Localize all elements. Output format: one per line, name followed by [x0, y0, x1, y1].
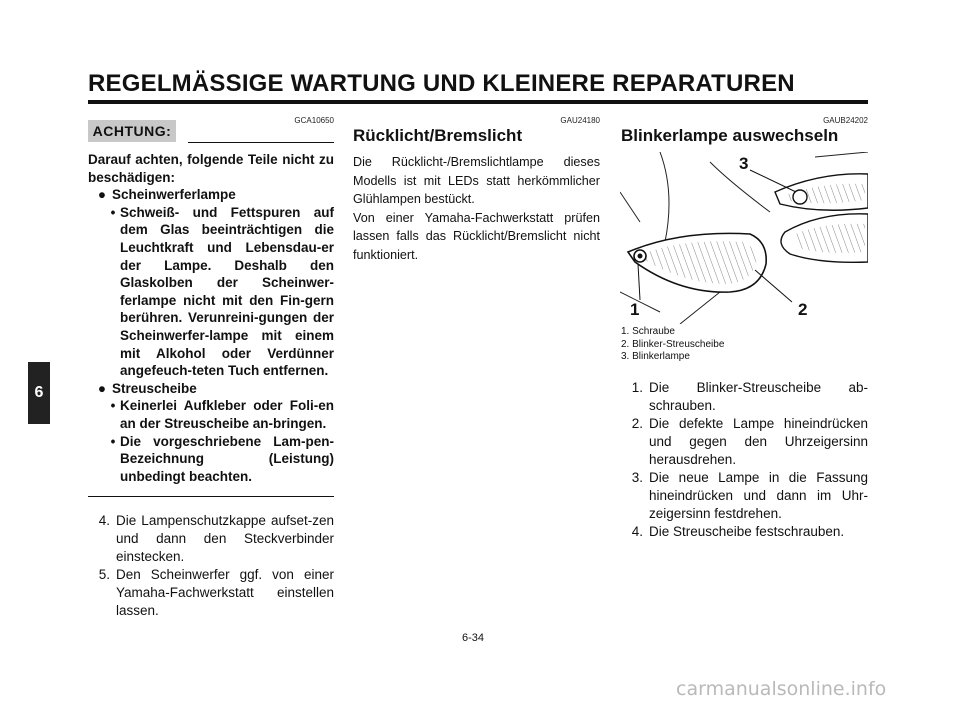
list-item: [88, 204, 334, 380]
watermark: carmanualsonline.info: [676, 678, 887, 700]
list-item-text: Die vorgeschriebene Lam-pen-Bezeichnung (Leistung) unbedingt beachten.: [120, 433, 334, 484]
notice-label: ACHTUNG:: [88, 120, 176, 142]
turn-signal-figure: [620, 152, 868, 324]
figure-callout-1: 1: [630, 300, 640, 319]
step-text: Den Scheinwerfer ggf. von einer Yamaha-Fachwerkstatt einstellen lassen.: [116, 567, 334, 618]
notice-body: [88, 151, 334, 485]
page-header-title: REGELMÄSSIGE WARTUNG UND KLEINERE REPARATUREN: [88, 70, 795, 97]
step-text: Die Lampenschutzkappe aufset-zen und dann den Steckverbinder einstecken.: [116, 513, 334, 564]
caption-line: 1. Schraube: [621, 326, 675, 337]
list-item-label: Streuscheibe: [112, 380, 197, 396]
figure-callout-2: 2: [798, 300, 808, 319]
bullet-icon: •: [110, 433, 116, 449]
caption-line: 2. Blinker-Streuscheibe: [621, 338, 725, 350]
ref-code: GAU24180: [560, 116, 600, 125]
step-number: 3.: [631, 470, 643, 485]
step-text: Die defekte Lampe hineindrücken und gegen den Uhrzeigersinn herausdrehen.: [649, 416, 868, 467]
paragraph: Von einer Yamaha-Fachwerkstatt prüfen lassen falls das Rücklicht/Bremslicht nicht funktioniert.: [353, 210, 600, 262]
bullet-icon: ●: [97, 380, 107, 396]
list-item: [88, 433, 334, 486]
steps-list: [621, 379, 868, 541]
step-item: [621, 415, 868, 469]
step-item: [621, 379, 868, 415]
chapter-tab: 6: [28, 362, 50, 424]
steps-list: [88, 512, 334, 620]
paragraph: Die Rücklicht-/Bremslichtlampe dieses Modells ist mit LEDs statt herkömmlicher Glühlampen bestückt.: [353, 155, 600, 207]
bullet-icon: ●: [97, 187, 107, 203]
bullet-icon: •: [110, 398, 116, 414]
step-item: [88, 566, 334, 620]
list-item-text: Keinerlei Aufkleber oder Foli-en an der Streuscheibe an-bringen.: [120, 398, 334, 431]
notice-end-rule: [88, 496, 334, 497]
step-item: [621, 469, 868, 523]
list-item: [88, 380, 334, 398]
header-rule: [88, 100, 868, 104]
notice-rule: [188, 142, 334, 143]
step-item: [88, 512, 334, 566]
caption-line: 3. Blinkerlampe: [621, 351, 690, 362]
bullet-icon: •: [110, 204, 116, 220]
step-item: [621, 523, 868, 541]
notice-intro: Darauf achten, folgende Teile nicht zu beschädigen:: [88, 152, 334, 185]
step-number: 4.: [631, 524, 643, 539]
step-text: Die Streuscheibe festschrauben.: [649, 524, 845, 539]
section-title: Blinkerlampe auswechseln: [621, 126, 839, 145]
step-number: 1.: [631, 380, 643, 395]
figure-caption: [621, 326, 724, 364]
page-number: 6-34: [462, 632, 485, 644]
ref-code: GAUB24202: [823, 116, 868, 125]
list-item: [88, 186, 334, 204]
figure-callout-3: 3: [739, 154, 749, 173]
section-title: Rücklicht/Bremslicht: [353, 126, 523, 145]
ref-code: GCA10650: [294, 116, 334, 125]
step-text: Die Blinker-Streuscheibe ab-schrauben.: [649, 380, 868, 413]
list-item: [88, 397, 334, 432]
step-number: 2.: [631, 416, 643, 431]
list-item-text: Schweiß- und Fettspuren auf dem Glas beeinträchtigen die Leuchtkraft und Lebensdau-er der Lampe. Deshalb den Glaskolben der Scheinwer-ferlampe nicht mit den Fin-gern berühren. Verunreini-gungen der Scheinwerfer-lampe mit einem mit Alkohol oder Verdünner angefeuch-teten Tuch entfernen.: [120, 204, 334, 379]
step-number: 5.: [98, 567, 110, 582]
section-body: [353, 153, 600, 265]
step-number: 4.: [98, 513, 110, 528]
list-item-label: Scheinwerferlampe: [112, 187, 236, 203]
step-text: Die neue Lampe in die Fassung hineindrücken und dann im Uhr-zeigersinn festdrehen.: [649, 470, 868, 521]
